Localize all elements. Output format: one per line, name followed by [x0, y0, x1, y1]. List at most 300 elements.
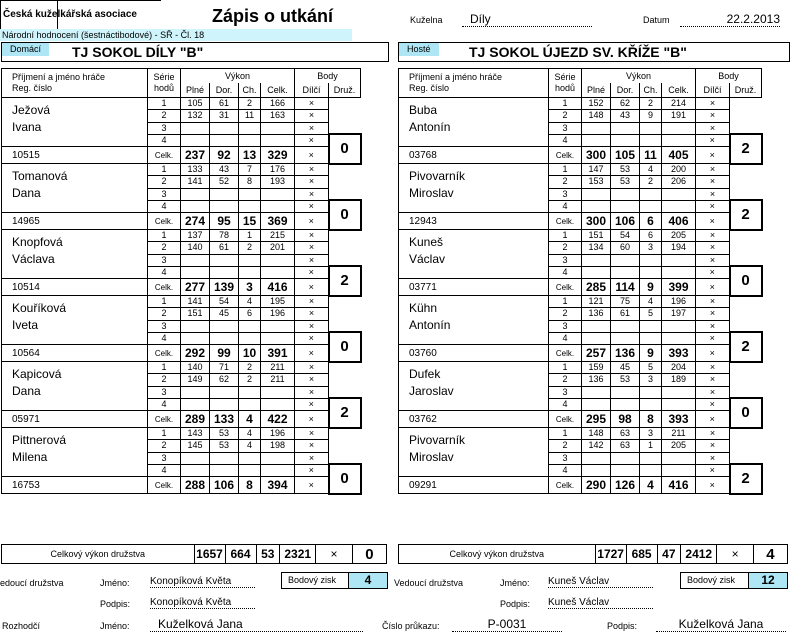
serie-value: 148 [582, 428, 611, 440]
dilci-mark: × [696, 428, 730, 440]
dilci-mark: × [295, 176, 329, 188]
total-value: 300 [582, 213, 611, 230]
total-value: 10 [239, 345, 261, 362]
total-value: 139 [210, 279, 239, 296]
serie-value [181, 320, 210, 332]
serie-value: 141 [181, 176, 210, 188]
serie-value [611, 386, 640, 398]
player-surname: Pivovarník [399, 164, 549, 189]
serie-number: 3 [148, 254, 181, 266]
serie-number: 4 [549, 398, 582, 411]
dilci-mark: × [295, 242, 329, 254]
col-header-celk: Celk. [261, 83, 295, 98]
player-first-name: Miroslav [399, 188, 549, 213]
serie-number: 3 [148, 386, 181, 398]
dilci-mark: × [295, 122, 329, 134]
total-value: 9 [640, 345, 662, 362]
serie-number: 4 [549, 332, 582, 345]
hodu-label: hodů [153, 83, 175, 93]
serie-value [582, 188, 611, 200]
serie-value: 1 [239, 230, 261, 242]
table-row [2, 362, 361, 374]
table-row [2, 428, 361, 440]
guest-podpis-label: Podpis: [500, 599, 531, 609]
serie-value: 143 [181, 428, 210, 440]
total-value: 393 [662, 411, 696, 428]
serie-value [261, 320, 295, 332]
home-team-box [1, 42, 389, 62]
serie-value: 1 [640, 440, 662, 452]
serie-number: 2 [148, 308, 181, 320]
serie-value [181, 386, 210, 398]
player-first-name: Antonín [399, 320, 549, 345]
dilci-mark: × [295, 320, 329, 332]
serie-number: 3 [549, 254, 582, 266]
serie-value: 61 [611, 308, 640, 320]
serie-number: 3 [549, 320, 582, 332]
reg-label: Reg. číslo [409, 83, 450, 93]
home-sum-celk: 2321 [280, 545, 316, 564]
points-spacer [730, 362, 762, 399]
serie-label: Série [153, 72, 175, 82]
serie-number: 2 [549, 176, 582, 188]
total-value: 393 [662, 345, 696, 362]
serie-number: 1 [549, 428, 582, 440]
subtitle: Národní hodnocení (šestnáctibodové) - SŘ - Čl. 18 [2, 30, 205, 40]
serie-value [261, 188, 295, 200]
serie-value: 189 [662, 374, 696, 386]
table-row [399, 122, 762, 134]
kuzelna-label: Kuželna [410, 15, 443, 25]
player-reg: 09291 [399, 477, 549, 494]
table-row [399, 230, 762, 242]
col-header-serie [148, 69, 181, 98]
serie-value [261, 332, 295, 345]
kuzelna-value: Díly [462, 12, 592, 27]
home-leader-label: edoucí družstva [0, 578, 64, 588]
serie-value [261, 398, 295, 411]
serie-value [210, 320, 239, 332]
player-reg: 10564 [2, 345, 148, 362]
serie-value: 205 [662, 230, 696, 242]
serie-number: 4 [148, 200, 181, 213]
association-name: Česká kuželkářská asociace [3, 9, 137, 20]
player-surname: Pivovarník [399, 428, 549, 453]
table-row [399, 386, 762, 398]
player-surname: Tomanová [2, 164, 148, 189]
serie-value [662, 332, 696, 345]
serie-value: 166 [261, 98, 295, 110]
guest-bz-label: Bodový zisk [687, 575, 736, 585]
table-row [399, 213, 762, 230]
guest-bodovy-zisk [680, 572, 788, 589]
serie-value: 151 [582, 230, 611, 242]
guest-leader-name: Kuneš Václav [548, 576, 653, 588]
home-sum-x: × [316, 545, 352, 564]
dilci-mark: × [295, 254, 329, 266]
guest-bz-value: 12 [748, 573, 787, 588]
celk-label: Celk. [148, 345, 181, 362]
rozhodci-podpis: Kuželková Jana [656, 617, 786, 632]
celk-label: Celk. [148, 477, 181, 494]
serie-value [640, 266, 662, 279]
points-spacer [329, 164, 361, 201]
serie-value [582, 134, 611, 147]
dilci-mark: × [696, 213, 730, 230]
serie-value [611, 464, 640, 477]
player-surname: Ježová [2, 98, 148, 123]
dilci-mark: × [696, 242, 730, 254]
table-row [2, 386, 361, 398]
dilci-mark: × [295, 308, 329, 320]
col-header-serie [549, 69, 582, 98]
serie-value: 151 [181, 308, 210, 320]
serie-value [239, 254, 261, 266]
serie-number: 1 [148, 164, 181, 176]
serie-value [662, 266, 696, 279]
serie-value [181, 188, 210, 200]
datum-value: 22.2.2013 [680, 12, 780, 27]
dilci-mark: × [295, 98, 329, 110]
serie-number: 1 [148, 362, 181, 374]
serie-value [239, 320, 261, 332]
serie-value: 4 [640, 296, 662, 308]
serie-value: 195 [261, 296, 295, 308]
dilci-mark: × [696, 386, 730, 398]
serie-value: 31 [210, 110, 239, 122]
points-spacer [329, 98, 361, 135]
serie-value: 206 [662, 176, 696, 188]
serie-value [239, 188, 261, 200]
dilci-mark: × [696, 374, 730, 386]
serie-value [611, 266, 640, 279]
dilci-mark: × [295, 464, 329, 477]
reg-label: Reg. číslo [12, 83, 53, 93]
player-points: 0 [329, 200, 361, 230]
dilci-mark: × [295, 213, 329, 230]
prukaz-value: P-0031 [452, 617, 562, 632]
total-value: 405 [662, 147, 696, 164]
dilci-mark: × [295, 279, 329, 296]
serie-value: 2 [640, 98, 662, 110]
total-value: 257 [582, 345, 611, 362]
guest-sum-dor: 685 [626, 545, 657, 564]
total-value: 9 [640, 279, 662, 296]
player-points: 2 [730, 464, 762, 494]
dilci-mark: × [696, 332, 730, 345]
total-value: 114 [611, 279, 640, 296]
serie-value: 211 [261, 374, 295, 386]
dilci-mark: × [295, 440, 329, 452]
home-podpis-label: Podpis: [100, 599, 131, 609]
serie-value [640, 134, 662, 147]
serie-value [261, 266, 295, 279]
serie-value [640, 398, 662, 411]
serie-number: 1 [148, 230, 181, 242]
total-value: 277 [181, 279, 210, 296]
serie-value [640, 452, 662, 464]
celk-label: Celk. [549, 477, 582, 494]
player-points: 0 [730, 266, 762, 296]
dilci-mark: × [295, 200, 329, 213]
serie-value: 132 [181, 110, 210, 122]
serie-value [239, 122, 261, 134]
total-value: 290 [582, 477, 611, 494]
player-surname: Buba [399, 98, 549, 123]
serie-number: 1 [148, 98, 181, 110]
serie-value: 140 [181, 242, 210, 254]
table-row [399, 411, 762, 428]
player-first-name: Ivana [2, 122, 148, 147]
player-reg: 14965 [2, 213, 148, 230]
datum-label: Datum [643, 15, 670, 25]
serie-value: 63 [611, 428, 640, 440]
table-row [2, 98, 361, 110]
table-row [2, 188, 361, 200]
name-label: Příjmení a jméno hráče [409, 72, 503, 82]
serie-value [210, 134, 239, 147]
player-surname: Knopfová [2, 230, 148, 255]
player-reg: 12943 [399, 213, 549, 230]
col-header-player [2, 69, 148, 98]
dilci-mark: × [295, 452, 329, 464]
dilci-mark: × [696, 279, 730, 296]
dilci-mark: × [696, 122, 730, 134]
serie-value [181, 332, 210, 345]
dilci-mark: × [295, 398, 329, 411]
player-surname: Dufek [399, 362, 549, 387]
col-header-vykon: Výkon [181, 69, 295, 84]
player-reg: 03768 [399, 147, 549, 164]
serie-value [640, 464, 662, 477]
serie-value [261, 134, 295, 147]
serie-value [210, 122, 239, 134]
col-header-vykon: Výkon [582, 69, 696, 84]
col-header-dilci: Dílčí [295, 83, 329, 98]
serie-value [239, 464, 261, 477]
dilci-mark: × [696, 411, 730, 428]
serie-value [662, 398, 696, 411]
total-value: 6 [640, 213, 662, 230]
points-spacer [329, 296, 361, 333]
serie-value [611, 452, 640, 464]
home-sum-points: 0 [352, 545, 386, 564]
serie-value: 3 [640, 428, 662, 440]
home-sum-plne: 1657 [194, 545, 225, 564]
serie-value: 136 [582, 308, 611, 320]
serie-number: 1 [549, 164, 582, 176]
home-bodovy-zisk [281, 572, 388, 589]
dilci-mark: × [295, 188, 329, 200]
serie-value [261, 452, 295, 464]
serie-value [640, 188, 662, 200]
player-surname: Kuneš [399, 230, 549, 255]
name-label: Příjmení a jméno hráče [12, 72, 106, 82]
dilci-mark: × [696, 164, 730, 176]
table-row [399, 164, 762, 176]
celk-label: Celk. [549, 213, 582, 230]
serie-value [640, 200, 662, 213]
total-value: 292 [181, 345, 210, 362]
player-surname: Kühn [399, 296, 549, 321]
serie-number: 3 [148, 452, 181, 464]
home-tag: Domácí [2, 43, 49, 56]
guest-sum-ch: 47 [657, 545, 681, 564]
table-row [399, 320, 762, 332]
col-header-plne: Plné [181, 83, 210, 98]
total-value: 98 [611, 411, 640, 428]
serie-value: 75 [611, 296, 640, 308]
serie-value [210, 254, 239, 266]
total-value: 15 [239, 213, 261, 230]
serie-number: 4 [549, 266, 582, 279]
guest-sum-points: 4 [753, 545, 787, 564]
player-points: 2 [329, 398, 361, 428]
serie-number: 2 [549, 440, 582, 452]
serie-value: 61 [210, 242, 239, 254]
dilci-mark: × [696, 200, 730, 213]
serie-number: 2 [148, 110, 181, 122]
serie-value: 147 [582, 164, 611, 176]
home-team-name: TJ SOKOL DÍLY "B" [72, 44, 204, 60]
dilci-mark: × [295, 345, 329, 362]
player-points: 0 [329, 332, 361, 362]
guest-summary-label: Celkový výkon družstva [399, 545, 596, 564]
serie-number: 4 [148, 464, 181, 477]
col-header-celk: Celk. [662, 83, 696, 98]
serie-value: 4 [640, 164, 662, 176]
guest-sum-celk: 2412 [681, 545, 717, 564]
table-row [2, 230, 361, 242]
player-first-name: Milena [2, 452, 148, 477]
serie-number: 2 [549, 242, 582, 254]
dilci-mark: × [295, 164, 329, 176]
serie-value [239, 332, 261, 345]
serie-value: 54 [611, 230, 640, 242]
table-row [399, 452, 762, 464]
serie-value: 193 [261, 176, 295, 188]
serie-value [611, 188, 640, 200]
serie-value [261, 464, 295, 477]
dilci-mark: × [295, 110, 329, 122]
table-row [2, 279, 361, 296]
serie-value [582, 452, 611, 464]
points-spacer [730, 98, 762, 135]
serie-value [261, 200, 295, 213]
serie-value: 71 [210, 362, 239, 374]
dilci-mark: × [696, 134, 730, 147]
total-value: 95 [210, 213, 239, 230]
total-value: 8 [640, 411, 662, 428]
serie-value [239, 386, 261, 398]
serie-value: 163 [261, 110, 295, 122]
table-row [399, 345, 762, 362]
serie-number: 2 [549, 308, 582, 320]
col-header-druz: Druž. [329, 83, 361, 98]
serie-value [662, 134, 696, 147]
serie-number: 4 [549, 200, 582, 213]
serie-value: 9 [640, 110, 662, 122]
col-header-player [399, 69, 549, 98]
total-value: 416 [662, 477, 696, 494]
serie-value: 52 [210, 176, 239, 188]
dilci-mark: × [696, 477, 730, 494]
dilci-mark: × [696, 176, 730, 188]
player-first-name: Antonín [399, 122, 549, 147]
serie-value: 4 [239, 428, 261, 440]
celk-label: Celk. [148, 213, 181, 230]
dilci-mark: × [696, 98, 730, 110]
table-row [399, 296, 762, 308]
dilci-mark: × [696, 188, 730, 200]
points-spacer [329, 362, 361, 399]
total-value: 4 [239, 411, 261, 428]
serie-value: 196 [261, 308, 295, 320]
total-value: 8 [239, 477, 261, 494]
total-value: 391 [261, 345, 295, 362]
serie-value: 43 [611, 110, 640, 122]
home-summary-label: Celkový výkon družstva [2, 545, 195, 564]
serie-number: 1 [549, 98, 582, 110]
table-row [2, 320, 361, 332]
serie-value [181, 200, 210, 213]
serie-value: 3 [640, 242, 662, 254]
guest-jmeno-label: Jméno: [500, 578, 530, 588]
dilci-mark: × [295, 428, 329, 440]
total-value: 126 [611, 477, 640, 494]
serie-value: 2 [239, 98, 261, 110]
dilci-mark: × [295, 477, 329, 494]
rozhodci-podpis-label: Podpis: [607, 621, 638, 631]
home-leader-name: Konopíková Květa [150, 576, 255, 588]
serie-number: 4 [549, 134, 582, 147]
dilci-mark: × [696, 452, 730, 464]
rozhodci-jmeno-label: Jméno: [100, 621, 130, 631]
player-points: 2 [730, 200, 762, 230]
table-row [399, 477, 762, 494]
serie-value: 194 [662, 242, 696, 254]
dilci-mark: × [295, 147, 329, 164]
table-row [2, 296, 361, 308]
points-spacer [730, 428, 762, 465]
points-spacer [329, 230, 361, 267]
total-value: 237 [181, 147, 210, 164]
table-row [2, 411, 361, 428]
celk-label: Celk. [148, 411, 181, 428]
total-value: 300 [582, 147, 611, 164]
serie-value [181, 452, 210, 464]
serie-number: 4 [148, 398, 181, 411]
celk-label: Celk. [148, 279, 181, 296]
serie-value: 105 [181, 98, 210, 110]
serie-value: 54 [210, 296, 239, 308]
serie-value: 60 [611, 242, 640, 254]
dilci-mark: × [696, 254, 730, 266]
player-reg: 10515 [2, 147, 148, 164]
serie-value: 2 [239, 242, 261, 254]
guest-leader-sign: Kuneš Václav [548, 597, 653, 609]
player-first-name: Dana [2, 188, 148, 213]
player-points: 0 [329, 134, 361, 164]
page-title: Zápis o utkání [212, 6, 334, 26]
dilci-mark: × [295, 134, 329, 147]
col-header-dilci: Dílčí [696, 83, 730, 98]
serie-value: 53 [611, 374, 640, 386]
player-first-name: Dana [2, 386, 148, 411]
dilci-mark: × [295, 362, 329, 374]
serie-number: 3 [148, 122, 181, 134]
home-sum-ch: 53 [256, 545, 280, 564]
